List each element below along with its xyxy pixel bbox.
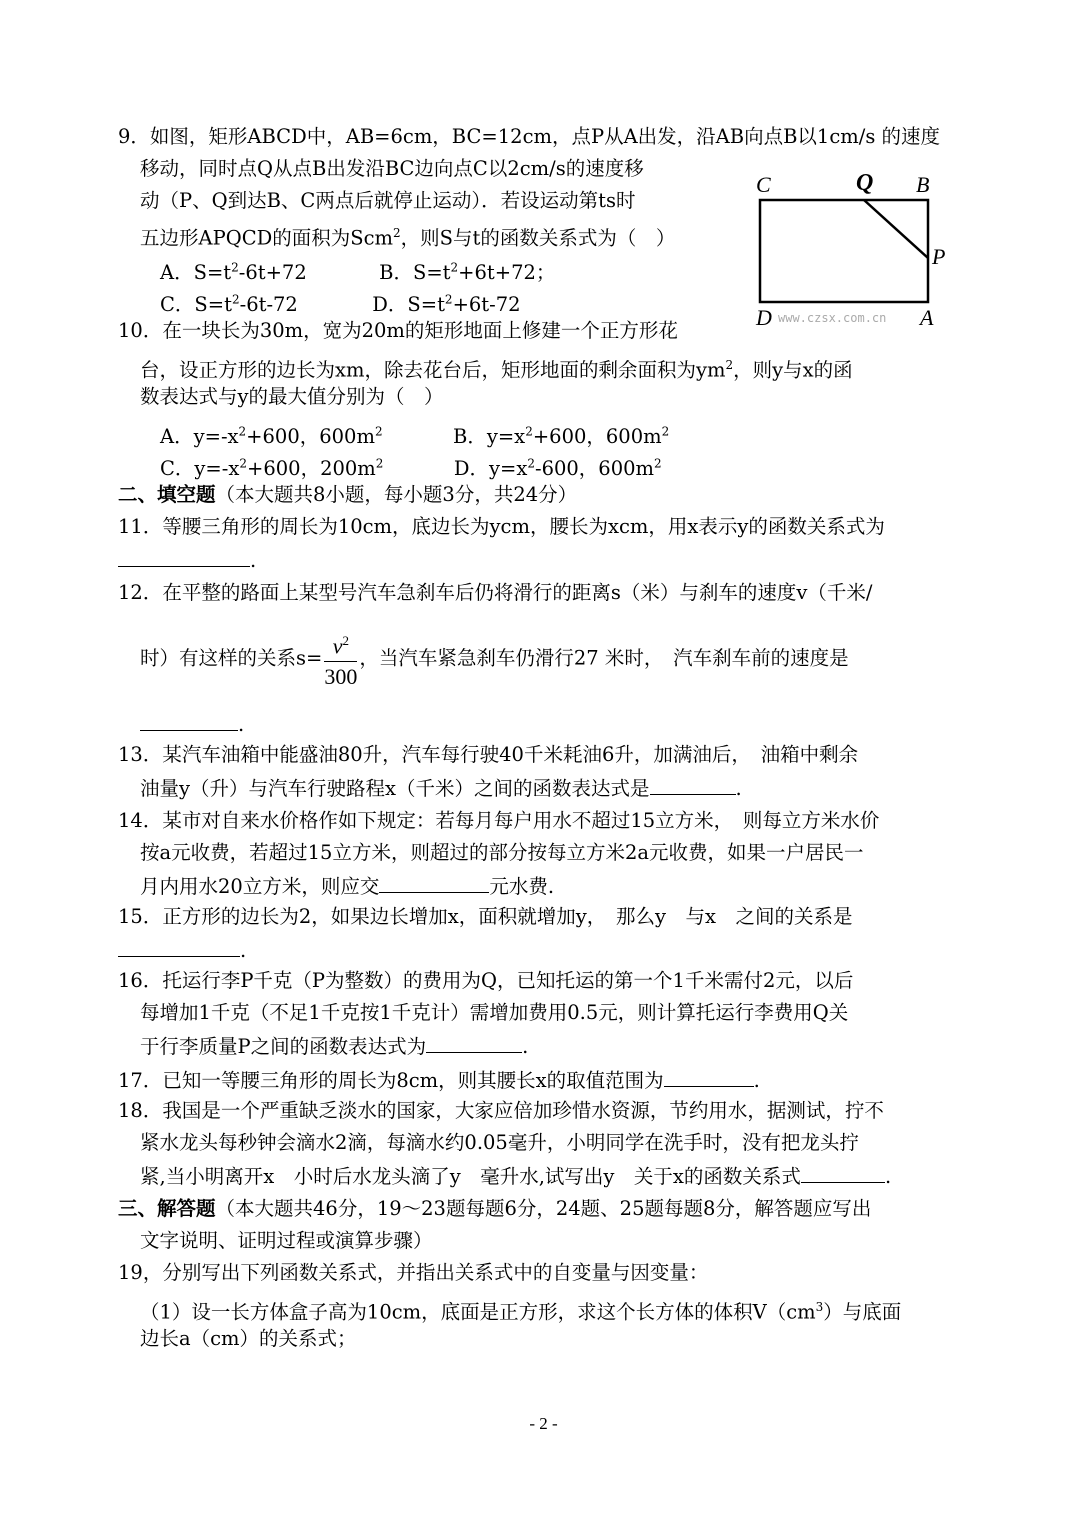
q18-line-2: 紧水龙头每秒钟会滴水2滴，每滴水约0.05毫升，小明同学在洗手时，没有把龙头拧 xyxy=(140,1131,859,1154)
q15-line-1: 15．正方形的边长为2，如果边长增加x，面积就增加y， 那么y 与x 之间的关系是 xyxy=(118,905,853,928)
q17-answer-blank[interactable] xyxy=(664,1064,754,1087)
segment-qp xyxy=(864,200,928,258)
rectangle-figure xyxy=(748,170,968,330)
q9-line-1: 9．如图，矩形ABCD中，AB=6cm，BC=12cm，点P从A出发，沿AB向点B以1cm/s 的速度 xyxy=(118,125,941,148)
label-a: A xyxy=(920,305,934,330)
q10-option-d: D．$y=x^2-600$，$600m^2$ xyxy=(453,456,662,480)
q11-answer-blank[interactable] xyxy=(118,544,250,567)
q9-option-d: D．$S=t^2+6t-72$ xyxy=(372,292,521,316)
q13-answer-blank[interactable] xyxy=(650,772,736,795)
q9-option-a: A．$S=t^2-6t+72$ xyxy=(160,260,307,284)
q10-line-1: 10．在一块长为30m，宽为20m的矩形地面上修建一个正方形花 xyxy=(118,319,678,342)
q10-option-b: B．$y=x^2+600$，$600m^2$ xyxy=(453,424,670,448)
q14-line-1: 14．某市对自来水价格作如下规定：若每月每户用水不超过15立方米， 则每立方米水价 xyxy=(118,809,880,832)
q9-line-3: 动（P、Q到达B、C两点后就停止运动）．若设运动第ts时 xyxy=(140,189,636,212)
q18-answer-blank[interactable] xyxy=(801,1160,885,1183)
q19-line-3: 边长a（cm）的关系式； xyxy=(140,1327,357,1350)
q9-options-cd xyxy=(160,284,521,320)
q15-line-2: . xyxy=(118,934,246,966)
q16-line-1: 16．托运行李P千克（P为整数）的费用为Q，已知托运的第一个1千米需付2元，以后 xyxy=(118,969,854,992)
section-2-heading: 二、填空题（本大题共8小题，每小题3分，共24分） xyxy=(118,483,578,506)
section-3-desc-2: 文字说明、证明过程或演算步骤） xyxy=(140,1229,433,1252)
label-b: B xyxy=(916,172,930,197)
q9-line-2: 移动，同时点Q从点B出发沿BC边向点C以2cm/s的速度移 xyxy=(140,157,644,180)
q10-options-ab xyxy=(160,416,669,452)
q10-option-a: A．$y=-x^2+600$，$600m^2$ xyxy=(160,424,383,448)
q12-answer-blank[interactable] xyxy=(140,708,238,731)
q13-line-1: 13．某汽车油箱中能盛油80升，汽车每行驶40千米耗油6升，加满油后， 油箱中剩余 xyxy=(118,743,859,766)
q11-line-1: 11．等腰三角形的周长为10cm，底边长为ycm，腰长为xcm，用x表示y的函数关系式为 xyxy=(118,515,885,538)
q14-answer-blank[interactable] xyxy=(379,870,489,893)
section-3-heading: 三、解答题（本大题共46分，19～23题每题6分，24题、25题每题8分，解答题应写出 xyxy=(118,1197,872,1220)
q19-line-1: 19，分别写出下列函数关系式，并指出关系式中的自变量与因变量： xyxy=(118,1261,709,1284)
q12-fraction: $\frac{v^2}{300}$ xyxy=(324,626,357,692)
q10-line-3: 数表达式与y的最大值分别为（ ） xyxy=(140,385,444,408)
q12-line-2: 时）有这样的关系s= $\frac{v^2}{300}$ ，当汽车紧急刹车仍滑行27 米时， 汽车刹车前的速度是 xyxy=(140,626,849,692)
q19-line-2: （1）设一长方体盒子高为10cm，底面是正方形，求这个长方体的体积$V(cm^3)$与底面 xyxy=(140,1300,902,1324)
q9-line-4: 五边形APQCD的面积为Scm$^2$，则S与t的函数关系式为（ ） xyxy=(140,226,676,250)
watermark-text: www.czsx.com.cn xyxy=(778,311,887,325)
q12-line-1: 12．在平整的路面上某型号汽车急刹车后仍将滑行的距离s（米）与刹车的速度v（千米/ xyxy=(118,581,873,604)
q9-options-ab xyxy=(160,252,555,288)
q9-option-c: C．$S=t^2-6t-72$ xyxy=(160,292,298,316)
q10-line-2: 台，设正方形的边长为xm，除去花台后，矩形地面的剩余面积为$ym^2$，则y与x的函 xyxy=(140,358,853,382)
q10-options-cd xyxy=(160,448,662,484)
q9-option-b: B．$S=t^2+6t+72$； xyxy=(379,260,556,284)
q18-line-1: 18．我国是一个严重缺乏淡水的国家，大家应倍加珍惜水资源，节约用水，据测试，拧不 xyxy=(118,1099,884,1122)
q13-line-2: 油量y（升）与汽车行驶路程x（千米）之间的函数表达式是 . xyxy=(140,772,742,804)
q17-line-1: 17．已知一等腰三角形的周长为8cm，则其腰长x的取值范围为 . xyxy=(118,1064,760,1096)
q16-answer-blank[interactable] xyxy=(426,1030,522,1053)
q12-line-3: . xyxy=(140,708,244,740)
q14-line-3: 月内用水20立方米，则应交 元水费. xyxy=(140,870,554,902)
q11-line-2: . xyxy=(118,544,256,576)
q16-line-3: 于行李质量P之间的函数表达式为 . xyxy=(140,1030,528,1062)
label-p: P xyxy=(932,244,946,269)
label-c: C xyxy=(756,172,771,197)
q16-line-2: 每增加1千克（不足1千克按1千克计）需增加费用0.5元，则计算托运行李费用Q关 xyxy=(140,1001,849,1024)
q10-option-c: C．$y=-x^2+600$，$200m^2$ xyxy=(160,456,384,480)
label-q: Q xyxy=(856,170,874,196)
label-d: D xyxy=(756,305,772,330)
q14-line-2: 按a元收费，若超过15立方米，则超过的部分按每立方米2a元收费，如果一户居民一 xyxy=(140,841,864,864)
q18-line-3: 紧,当小明离开x 小时后水龙头滴了y 毫升水,试写出y 关于x的函数关系式 . xyxy=(140,1160,891,1192)
page-number: - 2 - xyxy=(529,1414,558,1433)
rectangle-abcd xyxy=(760,200,928,302)
q15-answer-blank[interactable] xyxy=(118,934,240,957)
